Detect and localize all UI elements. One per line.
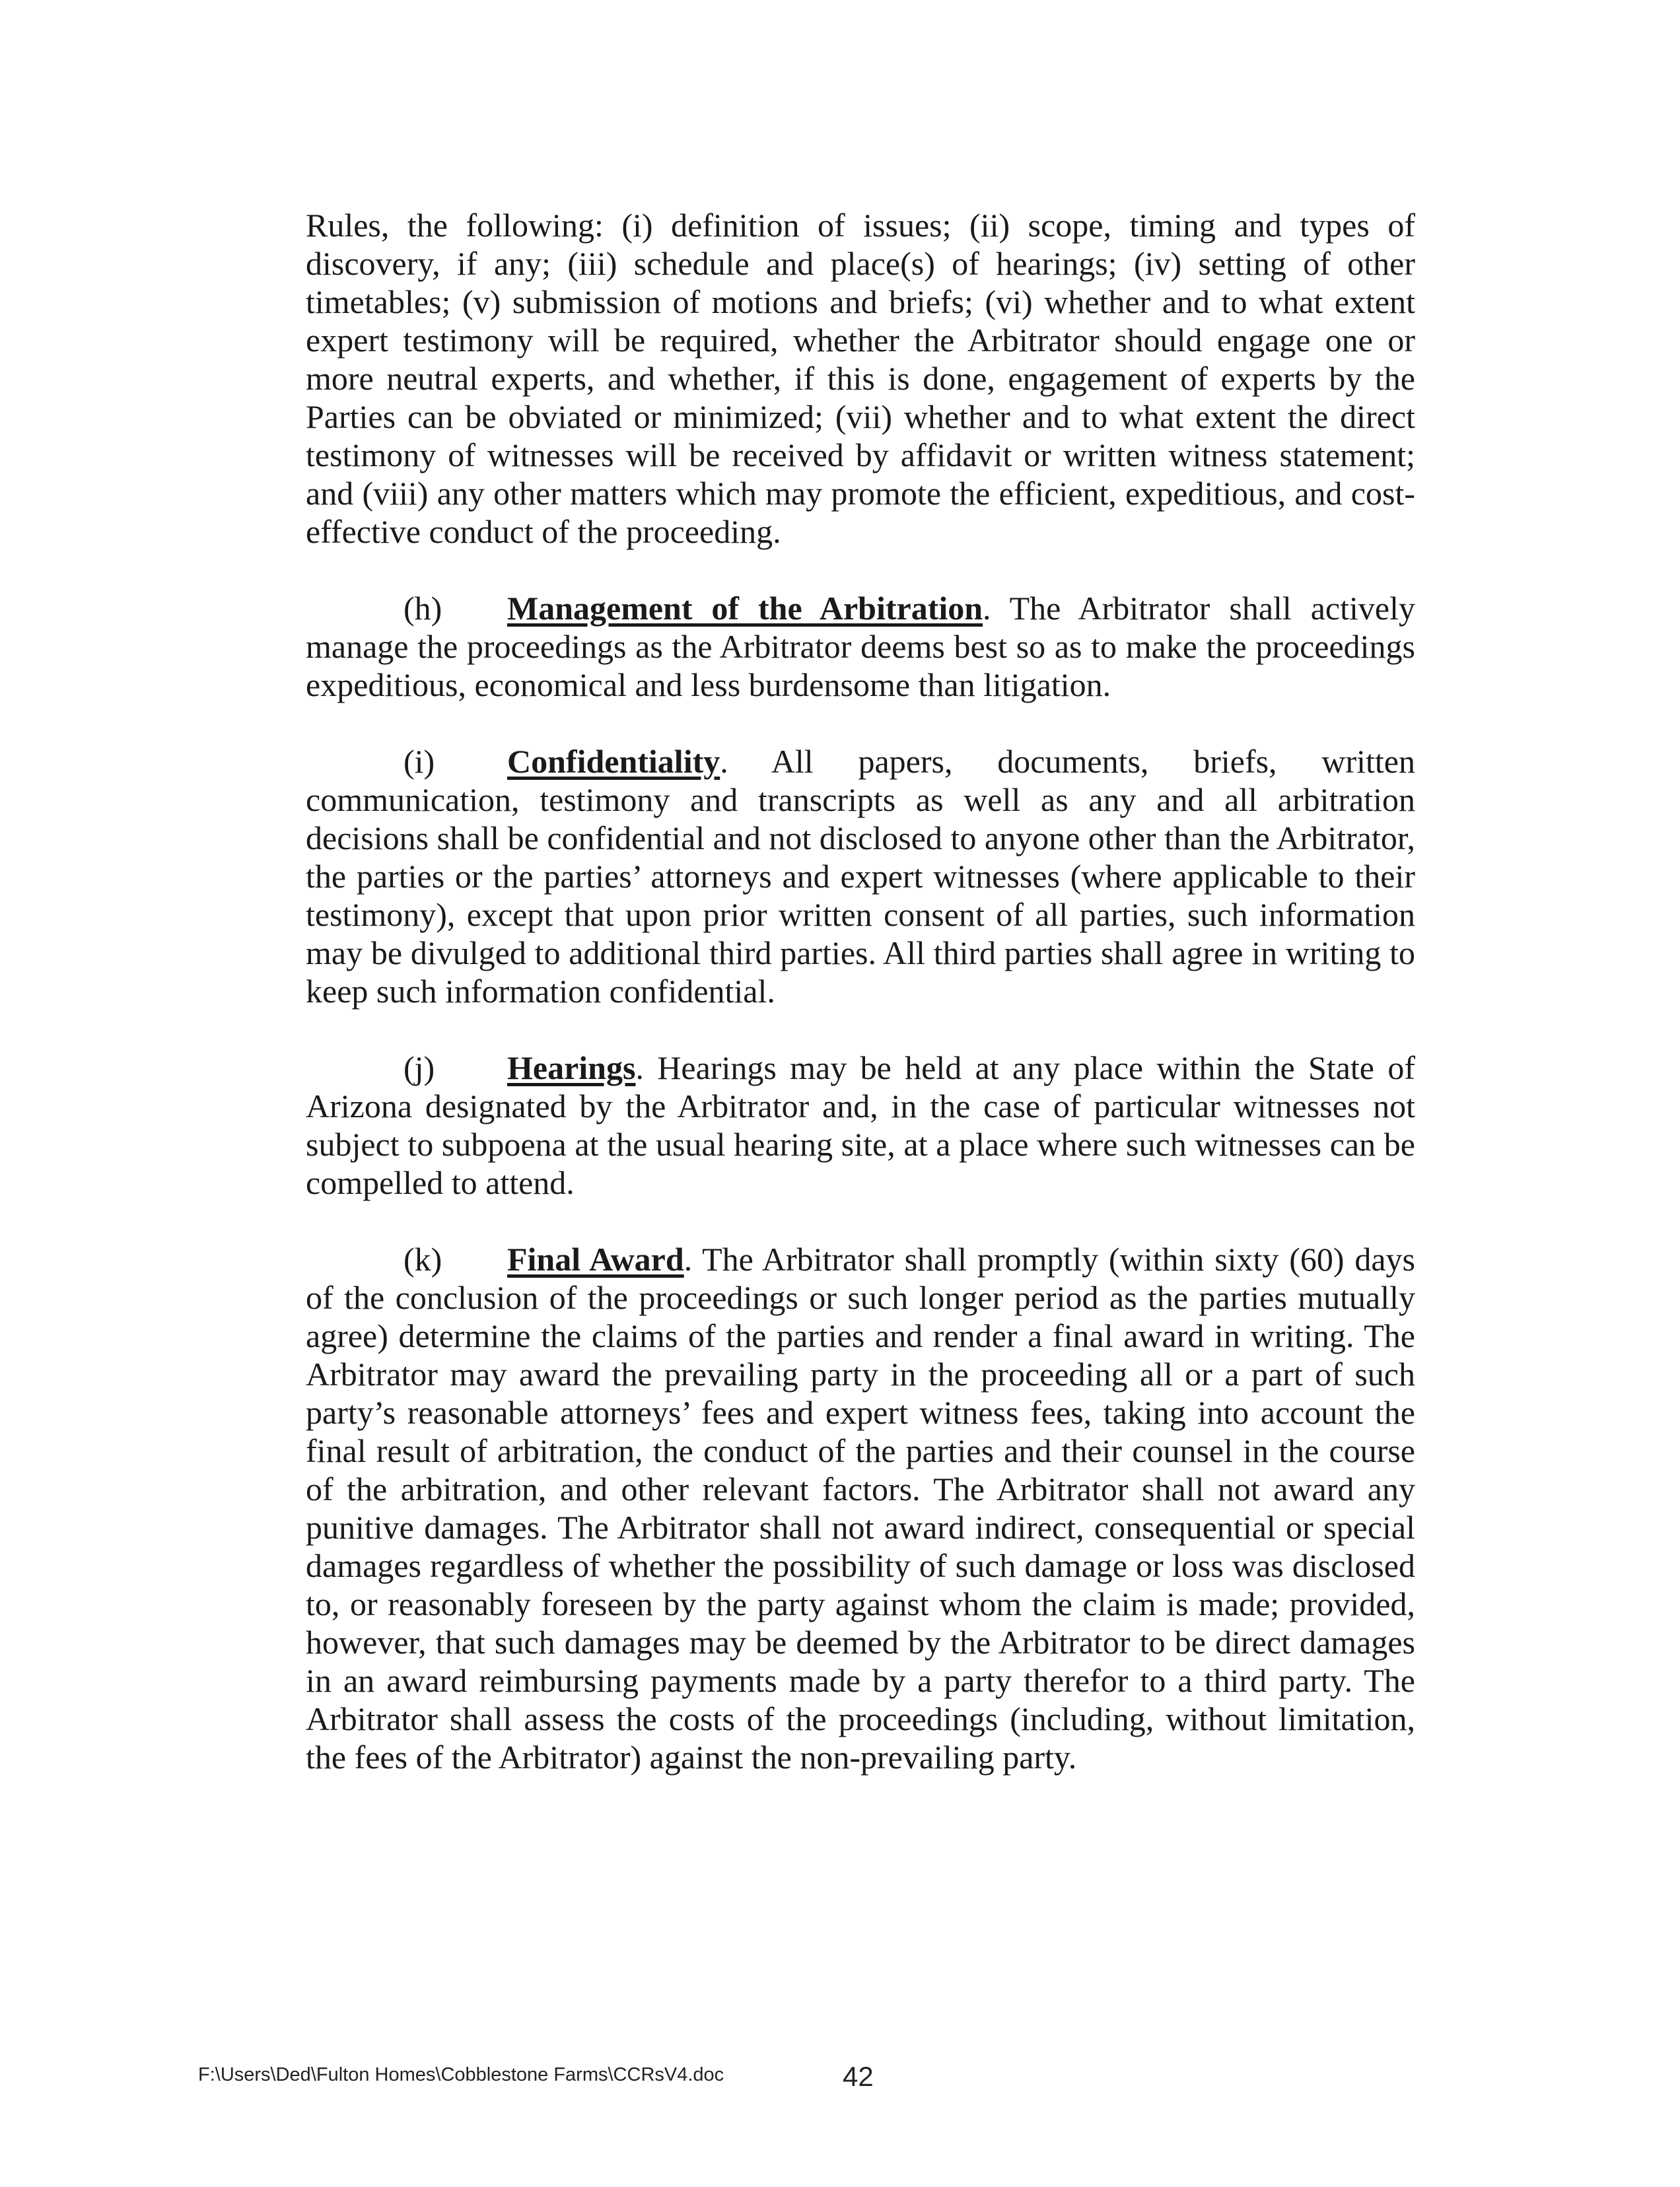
section-hearings: (j) Hearings. Hearings may be held at any place within the State of Arizona designated by the Arbitrator and, in the case of particular witnesses not subject to subpoena at the usual hearing site, at a place where such witnesses can be compelled to attend. bbox=[306, 1049, 1416, 1201]
section-label: (k) bbox=[403, 1241, 442, 1278]
section-text: Hearings may be held at any place within the State of Arizona designated by the Arbitrator and, in the case of particular witnesses not subject to subpoena at the usual hearing site, at a place where such witnesses can be compelled to attend. bbox=[306, 1049, 1416, 1201]
section-heading: Confidentiality bbox=[507, 743, 720, 780]
section-text: The Arbitrator shall actively manage the proceedings as the Arbitrator deems best so as to make the proceedings expeditious, economical and less burdensome than litigation. bbox=[306, 590, 1415, 703]
section-final-award: (k) Final Award. The Arbitrator shall promptly (within sixty (60) days of the conclusion of the proceedings or such longer period as the parties mutually agree) determine the claims of the parties and render a final award in writing. The Arbitrator may award the prevailing party in the proceeding all or a part of such party’s reasonable attorneys’ fees and expert witness fees, taking into account the final result of arbitration, the conduct of the parties and their counsel in the course of the arbitration, and other relevant factors. The Arbitrator shall not award any punitive damages. The Arbitrator shall not award indirect, consequential or special damages regardless of whether the possibility of such damage or loss was disclosed to, or reasonably foreseen by the party against whom the claim is made; provided, however, that such damages may be deemed by the Arbitrator to be direct damages in an award reimbursing payments made by a party therefor to a third party. The Arbitrator shall assess the costs of the proceedings (including, without limitation, the fees of the Arbitrator) against the non-prevailing party. bbox=[306, 1241, 1415, 1776]
document-body bbox=[306, 206, 1415, 1815]
footer-file-path: F:\Users\Ded\Fulton Homes\Cobblestone Farms\CCRsV4.doc bbox=[198, 2064, 724, 2085]
section-text: All papers, documents, briefs, written communication, testimony and transcripts as well as any and all arbitration decisions shall be confidential and not disclosed to anyone other than the Arbitrator, the parties or the parties’ attorneys and expert witnesses (where applicable to their testimony), except that upon prior written consent of all parties, such information may be divulged to additional third parties. All third parties shall agree in writing to keep such information confidential. bbox=[306, 743, 1415, 1010]
section-heading: Final Award bbox=[507, 1241, 684, 1278]
section-label: (j) bbox=[403, 1049, 435, 1086]
section-heading: Hearings bbox=[507, 1049, 636, 1086]
intro-paragraph: Rules, the following: (i) definition of issues; (ii) scope, timing and types of discovery, if any; (iii) schedule and place(s) of hearings; (iv) setting of other timetables; (v) submission of motions and briefs; (vi) whether and to what extent expert testimony will be required, whether the Arbitrator should engage one or more neutral experts, and whether, if this is done, engagement of experts by the Parties can be obviated or minimized; (vii) whether and to what extent the direct testimony of witnesses will be received by affidavit or written witness statement; and (viii) any other matters which may promote the efficient, expeditious, and cost-effective conduct of the proceeding. bbox=[306, 207, 1415, 550]
section-heading: Management of the Arbitration bbox=[507, 590, 983, 627]
page-number: 42 bbox=[843, 2061, 874, 2092]
section-management: (h) Management of the Arbitration. The Arbitrator shall actively manage the proceedings as the Arbitrator deems best so as to make the proceedings expeditious, economical and less burdensome than litigation. bbox=[306, 590, 1415, 703]
section-label: (h) bbox=[403, 590, 442, 627]
section-text: The Arbitrator shall promptly (within sixty (60) days of the conclusion of the proceedings or such longer period as the parties mutually agree) determine the claims of the parties and render a final award in writing. The Arbitrator may award the prevailing party in the proceeding all or a part of such party’s reasonable attorneys’ fees and expert witness fees, taking into account the final result of arbitration, the conduct of the parties and their counsel in the course of the arbitration, and other relevant factors. The Arbitrator shall not award any punitive damages. The Arbitrator shall not award indirect, consequential or special damages regardless of whether the possibility of such damage or loss was disclosed to, or reasonably foreseen by the party against whom the claim is made; provided, however, that such damages may be deemed by the Arbitrator to be direct damages in an award reimbursing payments made by a party therefor to a third party. The Arbitrator shall assess the costs of the proceedings (including, without limitation, the fees of the Arbitrator) against the non-prevailing party. bbox=[306, 1241, 1415, 1776]
section-confidentiality: (i) Confidentiality. All papers, documents, briefs, written communication, testimony and transcripts as well as any and all arbitration decisions shall be confidential and not disclosed to anyone other than the Arbitrator, the parties or the parties’ attorneys and expert witnesses (where applicable to their testimony), except that upon prior written consent of all parties, such information may be divulged to additional third parties. All third parties shall agree in writing to keep such information confidential. bbox=[306, 743, 1415, 1010]
section-label: (i) bbox=[403, 743, 435, 780]
